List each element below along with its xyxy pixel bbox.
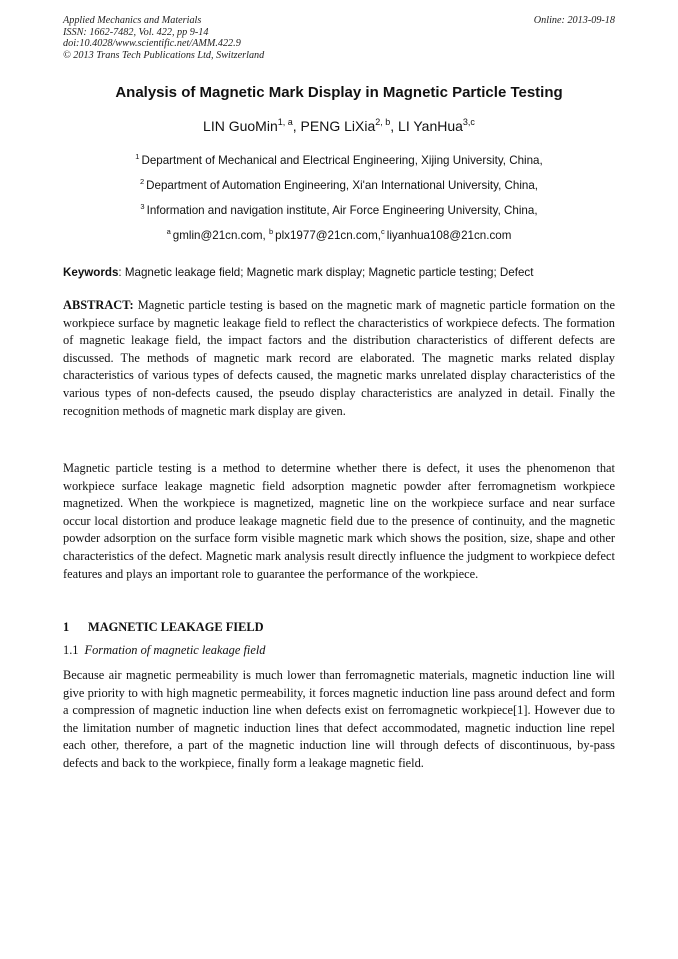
email-address[interactable]: plx1977@21cn.com, bbox=[275, 229, 382, 242]
author-superscript: 1, a bbox=[277, 117, 293, 127]
keywords-text: : Magnetic leakage field; Magnetic mark display; Magnetic particle testing; Defect bbox=[118, 266, 534, 279]
affiliation-text: Information and navigation institute, Air Force Engineering University, China, bbox=[146, 204, 538, 217]
affiliation-text: Department of Mechanical and Electrical Engineering, Xijing University, China, bbox=[141, 154, 543, 167]
email-superscript: a bbox=[166, 227, 171, 236]
abstract-text: Magnetic particle testing is based on the magnetic mark of magnetic particle formation on the workpiece surface by magnetic leakage field to reflect the characteristics of workpiece defects. The formation of magnetic leakage field, the impact factors and the distribution characteristics of different defects are discussed. The methods of magnetic mark record are elaborated. The magnetic marks related display characteristics of various types of defects caused, the magnetic marks unrelated display characteristics of the various types of non-defects caused, the pseudo display characteristics are analyzed in detail. Finally the recognition methods of magnetic mark display are given. bbox=[63, 298, 615, 418]
keywords-line bbox=[63, 266, 615, 279]
email-superscript: b bbox=[268, 227, 274, 236]
subsection-title: Formation of magnetic leakage field bbox=[84, 643, 266, 657]
abstract-paragraph bbox=[63, 297, 615, 420]
paper-title: Analysis of Magnetic Mark Display in Magnetic Particle Testing bbox=[115, 84, 563, 101]
author-name: LIN GuoMin bbox=[203, 118, 278, 134]
keywords-label: Keywords bbox=[63, 266, 119, 279]
issn-line: ISSN: 1662-7482, Vol. 422, pp 9-14 bbox=[63, 26, 209, 38]
section-heading bbox=[63, 620, 615, 635]
email-address[interactable]: liyanhua108@21cn.com bbox=[386, 229, 512, 242]
affiliation-3 bbox=[0, 204, 678, 217]
author-name: PENG LiXia bbox=[300, 118, 376, 134]
section-title: MAGNETIC LEAKAGE FIELD bbox=[88, 620, 264, 634]
affiliation-superscript: 3 bbox=[140, 202, 145, 211]
abstract-label: ABSTRACT: bbox=[63, 298, 134, 312]
subsection-number: 1.1 bbox=[63, 643, 79, 657]
section-number: 1 bbox=[63, 620, 70, 634]
subsection-heading bbox=[63, 643, 615, 658]
author-superscript: 3,c bbox=[462, 117, 475, 127]
journal-header bbox=[63, 15, 615, 61]
email-line bbox=[0, 229, 678, 242]
author-separator: , bbox=[390, 118, 399, 134]
author-name: LI YanHua bbox=[398, 118, 463, 134]
intro-paragraph: Magnetic particle testing is a method to determine whether there is defect, it uses the phenomenon that workpiece surface leakage magnetic field adsorption magnetic powder after ferromagnetism workpiece magnetized. When the workpiece is magnetized, magnetic line on the workpiece surface and near surface occur local distortion and produce leakage magnetic field due to the presence of continuity, and the magnetic powder adsorption on the surface form visible magnetic mark which shows the position, size, shape and other characteristics of the defect. Magnetic mark analysis result directly influence the judgment to workpiece defect features and plays an important role to guarantee the performance of the workpiece. bbox=[63, 461, 615, 581]
journal-info bbox=[63, 15, 615, 61]
affiliation-2 bbox=[0, 179, 678, 192]
doi-link[interactable]: doi:10.4028/www.scientific.net/AMM.422.9 bbox=[63, 38, 241, 49]
author-line bbox=[0, 118, 678, 134]
online-date: Online: 2013-09-18 bbox=[533, 15, 615, 26]
copyright-line: © 2013 Trans Tech Publications Ltd, Switzerland bbox=[63, 49, 265, 61]
author-superscript: 2, b bbox=[375, 117, 391, 127]
journal-name: Applied Mechanics and Materials bbox=[63, 15, 202, 26]
author-separator: , bbox=[292, 118, 301, 134]
email-address[interactable]: gmlin@21cn.com, bbox=[172, 229, 269, 242]
email-superscript: c bbox=[381, 227, 385, 236]
affiliation-text: Department of Automation Engineering, Xi'an International University, China, bbox=[146, 179, 539, 192]
affiliation-superscript: 1 bbox=[135, 152, 140, 161]
section-1-paragraph: Because air magnetic permeability is much lower than ferromagnetic materials, magnetic induction line will give priority to with high magnetic permeability, it forces magnetic induction line pass around defect and form a compression of magnetic induction line when defects exist on ferromagnetic workpiece[1]. However due to the limitation number of magnetic induction lines that defect accommodated, magnetic induction line repel each other, therefore, a part of the magnetic induction line will through defects of discontinuous, by-pass defects and back to the workpiece, finally form a leakage magnetic field. bbox=[63, 668, 615, 770]
affiliation-superscript: 2 bbox=[139, 177, 145, 186]
affiliation-1 bbox=[0, 154, 678, 167]
